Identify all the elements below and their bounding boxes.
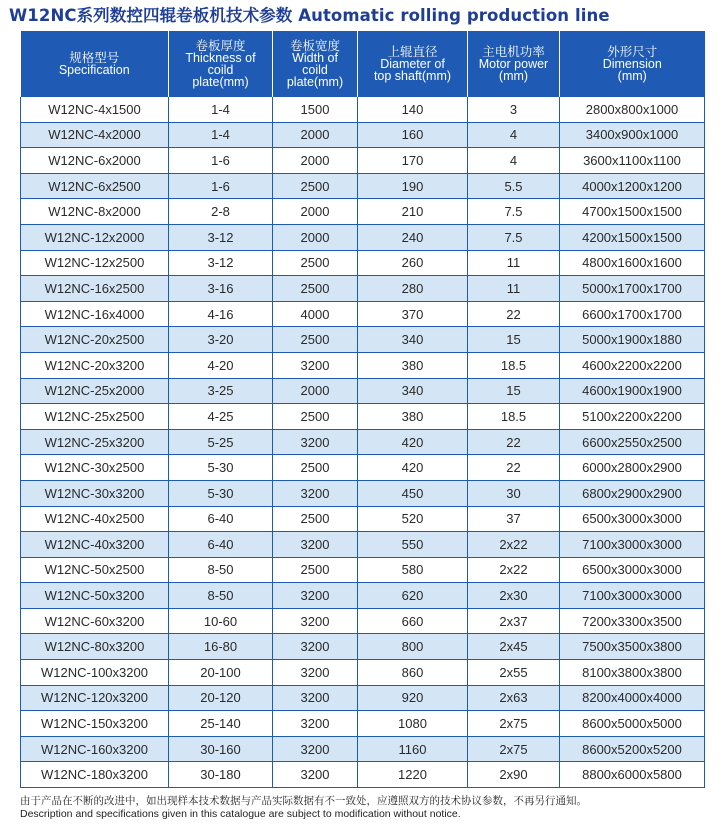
cell-width: 2500 (273, 404, 358, 430)
cell-thickness: 20-120 (169, 685, 273, 711)
table-row (21, 762, 705, 788)
cell-width: 2500 (273, 173, 358, 199)
table-row (21, 506, 705, 532)
cell-motor: 3 (468, 97, 560, 122)
cell-spec: W12NC-25x3200 (21, 429, 169, 455)
cell-motor: 2x22 (468, 557, 560, 583)
cell-thickness: 3-25 (169, 378, 273, 404)
cell-width: 2000 (273, 122, 358, 148)
cell-spec: W12NC-25x2500 (21, 404, 169, 430)
cell-diameter: 260 (358, 250, 468, 276)
cell-spec: W12NC-12x2500 (21, 250, 169, 276)
cell-diameter: 860 (358, 660, 468, 686)
table-row (21, 352, 705, 378)
cell-width: 3200 (273, 608, 358, 634)
cell-motor: 22 (468, 301, 560, 327)
cell-motor: 2x22 (468, 532, 560, 558)
cell-spec: W12NC-16x4000 (21, 301, 169, 327)
cell-dimension: 6500x3000x3000 (560, 557, 705, 583)
header-en-label: (mm) (498, 69, 529, 83)
cell-thickness: 5-30 (169, 455, 273, 481)
header-en-label: plate(mm) (286, 75, 344, 89)
cell-diameter: 420 (358, 455, 468, 481)
footnote (20, 795, 710, 821)
cell-motor: 11 (468, 250, 560, 276)
cell-width: 2500 (273, 506, 358, 532)
cell-thickness: 25-140 (169, 711, 273, 737)
cell-dimension: 5100x2200x2200 (560, 404, 705, 430)
header-cn-label: 上辊直径 (387, 45, 438, 59)
header-en-label: top shaft(mm) (373, 69, 452, 83)
cell-spec: W12NC-80x3200 (21, 634, 169, 660)
page-title: W12NC系列数控四辊卷板机技术参数 Automatic rolling production line (9, 6, 610, 25)
table-row (21, 199, 705, 225)
cell-spec: W12NC-20x3200 (21, 352, 169, 378)
header-cn-label: 规格型号 (69, 51, 120, 65)
cell-dimension: 7100x3000x3000 (560, 532, 705, 558)
header-col-motor (468, 31, 560, 97)
cell-diameter: 280 (358, 276, 468, 302)
cell-dimension: 8600x5000x5000 (560, 711, 705, 737)
cell-motor: 15 (468, 327, 560, 353)
cell-spec: W12NC-30x2500 (21, 455, 169, 481)
cell-width: 2000 (273, 148, 358, 174)
cell-thickness: 3-12 (169, 250, 273, 276)
table-row (21, 455, 705, 481)
cell-thickness: 3-16 (169, 276, 273, 302)
cell-spec: W12NC-8x2000 (21, 199, 169, 225)
header-en-label: Dimension (602, 57, 662, 71)
cell-spec: W12NC-16x2500 (21, 276, 169, 302)
cell-spec: W12NC-40x3200 (21, 532, 169, 558)
cell-spec: W12NC-100x3200 (21, 660, 169, 686)
table-row (21, 532, 705, 558)
cell-spec: W12NC-30x3200 (21, 480, 169, 506)
cell-diameter: 140 (358, 97, 468, 122)
cell-dimension: 7500x3500x3800 (560, 634, 705, 660)
cell-diameter: 340 (358, 327, 468, 353)
cell-width: 2500 (273, 276, 358, 302)
cell-diameter: 580 (358, 557, 468, 583)
table-row (21, 711, 705, 737)
table-row (21, 480, 705, 506)
cell-width: 3200 (273, 736, 358, 762)
cell-spec: W12NC-40x2500 (21, 506, 169, 532)
table-row (21, 173, 705, 199)
cell-thickness: 1-6 (169, 148, 273, 174)
header-en-label: Diameter of (380, 57, 445, 71)
cell-width: 3200 (273, 532, 358, 558)
header-col-dimension (560, 31, 705, 97)
cell-dimension: 4600x1900x1900 (560, 378, 705, 404)
table-body (21, 97, 705, 788)
cell-diameter: 1220 (358, 762, 468, 788)
cell-width: 2500 (273, 557, 358, 583)
cell-diameter: 1080 (358, 711, 468, 737)
table-row (21, 583, 705, 609)
cell-thickness: 4-16 (169, 301, 273, 327)
cell-motor: 5.5 (468, 173, 560, 199)
cell-dimension: 3600x1100x1100 (560, 148, 705, 174)
cell-width: 3200 (273, 711, 358, 737)
cell-dimension: 6800x2900x2900 (560, 480, 705, 506)
cell-width: 3200 (273, 480, 358, 506)
cell-spec: W12NC-4x1500 (21, 97, 169, 122)
cell-width: 2500 (273, 455, 358, 481)
cell-spec: W12NC-60x3200 (21, 608, 169, 634)
footnote-en: Description and specifications given in this catalogue are subject to modification without notice. (20, 808, 461, 820)
cell-motor: 2x30 (468, 583, 560, 609)
table-row (21, 327, 705, 353)
cell-width: 2500 (273, 327, 358, 353)
table-row (21, 557, 705, 583)
cell-width: 1500 (273, 97, 358, 122)
cell-diameter: 620 (358, 583, 468, 609)
header-col-diameter (358, 31, 468, 97)
header-cn-label: 外形尺寸 (607, 45, 658, 59)
cell-diameter: 920 (358, 685, 468, 711)
header-row (21, 31, 705, 97)
cell-thickness: 1-4 (169, 97, 273, 122)
cell-thickness: 5-25 (169, 429, 273, 455)
cell-width: 3200 (273, 762, 358, 788)
cell-diameter: 160 (358, 122, 468, 148)
cell-motor: 2x63 (468, 685, 560, 711)
cell-motor: 7.5 (468, 199, 560, 225)
table-row (21, 660, 705, 686)
cell-diameter: 170 (358, 148, 468, 174)
cell-thickness: 2-8 (169, 199, 273, 225)
table-row (21, 429, 705, 455)
table-row (21, 685, 705, 711)
cell-thickness: 5-30 (169, 480, 273, 506)
cell-thickness: 3-12 (169, 224, 273, 250)
cell-thickness: 20-100 (169, 660, 273, 686)
cell-dimension: 4800x1600x1600 (560, 250, 705, 276)
cell-dimension: 6600x2550x2500 (560, 429, 705, 455)
cell-thickness: 4-20 (169, 352, 273, 378)
cell-thickness: 10-60 (169, 608, 273, 634)
cell-width: 2000 (273, 378, 358, 404)
header-en-label: (mm) (617, 69, 647, 83)
cell-motor: 7.5 (468, 224, 560, 250)
table-row (21, 250, 705, 276)
cell-motor: 4 (468, 148, 560, 174)
cell-spec: W12NC-180x3200 (21, 762, 169, 788)
cell-motor: 2x45 (468, 634, 560, 660)
cell-motor: 18.5 (468, 352, 560, 378)
cell-dimension: 5000x1700x1700 (560, 276, 705, 302)
cell-thickness: 30-160 (169, 736, 273, 762)
table-row (21, 224, 705, 250)
cell-diameter: 450 (358, 480, 468, 506)
cell-dimension: 8800x6000x5800 (560, 762, 705, 788)
header-cn-label: 卷板厚度 (195, 39, 246, 53)
table-row (21, 736, 705, 762)
header-en-label: Width of (292, 51, 338, 65)
cell-spec: W12NC-20x2500 (21, 327, 169, 353)
cell-dimension: 2800x800x1000 (560, 97, 705, 122)
header-en-label: Thickness of (185, 51, 256, 65)
cell-motor: 15 (468, 378, 560, 404)
table-row (21, 404, 705, 430)
header-col-width (273, 31, 358, 97)
cell-diameter: 380 (358, 404, 468, 430)
cell-dimension: 6000x2800x2900 (560, 455, 705, 481)
cell-width: 2500 (273, 250, 358, 276)
spec-table (20, 31, 705, 788)
cell-dimension: 4000x1200x1200 (560, 173, 705, 199)
table-row (21, 378, 705, 404)
cell-diameter: 210 (358, 199, 468, 225)
cell-spec: W12NC-4x2000 (21, 122, 169, 148)
cell-dimension: 4200x1500x1500 (560, 224, 705, 250)
cell-motor: 30 (468, 480, 560, 506)
cell-spec: W12NC-120x3200 (21, 685, 169, 711)
cell-diameter: 660 (358, 608, 468, 634)
cell-dimension: 8600x5200x5200 (560, 736, 705, 762)
cell-width: 3200 (273, 583, 358, 609)
cell-thickness: 4-25 (169, 404, 273, 430)
cell-motor: 2x37 (468, 608, 560, 634)
table-row (21, 608, 705, 634)
cell-thickness: 3-20 (169, 327, 273, 353)
cell-diameter: 1160 (358, 736, 468, 762)
cell-motor: 22 (468, 429, 560, 455)
header-en-label: plate(mm) (192, 75, 249, 89)
cell-dimension: 3400x900x1000 (560, 122, 705, 148)
cell-motor: 2x55 (468, 660, 560, 686)
cell-spec: W12NC-6x2500 (21, 173, 169, 199)
cell-diameter: 190 (358, 173, 468, 199)
cell-spec: W12NC-6x2000 (21, 148, 169, 174)
cell-diameter: 340 (358, 378, 468, 404)
cell-motor: 2x75 (468, 711, 560, 737)
table-row (21, 148, 705, 174)
header-col-thickness (169, 31, 273, 97)
cell-width: 3200 (273, 634, 358, 660)
table-row (21, 122, 705, 148)
cell-diameter: 800 (358, 634, 468, 660)
cell-thickness: 1-4 (169, 122, 273, 148)
cell-motor: 2x90 (468, 762, 560, 788)
cell-dimension: 7200x3300x3500 (560, 608, 705, 634)
cell-thickness: 6-40 (169, 506, 273, 532)
header-en-label: Motor power (478, 57, 549, 71)
cell-spec: W12NC-50x2500 (21, 557, 169, 583)
cell-motor: 2x75 (468, 736, 560, 762)
cell-width: 3200 (273, 660, 358, 686)
cell-width: 3200 (273, 429, 358, 455)
cell-spec: W12NC-12x2000 (21, 224, 169, 250)
cell-motor: 18.5 (468, 404, 560, 430)
cell-motor: 22 (468, 455, 560, 481)
table-row (21, 97, 705, 122)
cell-diameter: 380 (358, 352, 468, 378)
header-en-label: coild (207, 63, 234, 77)
footnote-cn: 由于产品在不断的改进中，如出现样本技术数据与产品实际数据有不一致处，应遵照双方的技术协议参数，不再另行通知。 (20, 795, 587, 807)
cell-width: 4000 (273, 301, 358, 327)
header-col-spec (21, 31, 169, 97)
cell-diameter: 520 (358, 506, 468, 532)
cell-dimension: 5000x1900x1880 (560, 327, 705, 353)
cell-dimension: 8200x4000x4000 (560, 685, 705, 711)
cell-diameter: 550 (358, 532, 468, 558)
header-en-label: coild (302, 63, 328, 77)
table-row (21, 276, 705, 302)
cell-motor: 37 (468, 506, 560, 532)
cell-dimension: 6600x1700x1700 (560, 301, 705, 327)
cell-spec: W12NC-150x3200 (21, 711, 169, 737)
cell-width: 3200 (273, 685, 358, 711)
table-row (21, 634, 705, 660)
cell-motor: 4 (468, 122, 560, 148)
cell-thickness: 1-6 (169, 173, 273, 199)
cell-spec: W12NC-50x3200 (21, 583, 169, 609)
cell-thickness: 16-80 (169, 634, 273, 660)
header-en-label: Specification (58, 63, 130, 77)
cell-width: 2000 (273, 199, 358, 225)
cell-dimension: 4600x2200x2200 (560, 352, 705, 378)
table-row (21, 301, 705, 327)
cell-dimension: 7100x3000x3000 (560, 583, 705, 609)
header-cn-label: 主电机功率 (482, 45, 545, 59)
cell-spec: W12NC-25x2000 (21, 378, 169, 404)
cell-width: 2000 (273, 224, 358, 250)
cell-dimension: 4700x1500x1500 (560, 199, 705, 225)
cell-spec: W12NC-160x3200 (21, 736, 169, 762)
cell-thickness: 6-40 (169, 532, 273, 558)
cell-dimension: 6500x3000x3000 (560, 506, 705, 532)
cell-diameter: 370 (358, 301, 468, 327)
cell-diameter: 420 (358, 429, 468, 455)
cell-thickness: 30-180 (169, 762, 273, 788)
cell-width: 3200 (273, 352, 358, 378)
cell-diameter: 240 (358, 224, 468, 250)
cell-motor: 11 (468, 276, 560, 302)
cell-dimension: 8100x3800x3800 (560, 660, 705, 686)
cell-thickness: 8-50 (169, 557, 273, 583)
cell-thickness: 8-50 (169, 583, 273, 609)
header-cn-label: 卷板宽度 (289, 39, 340, 53)
